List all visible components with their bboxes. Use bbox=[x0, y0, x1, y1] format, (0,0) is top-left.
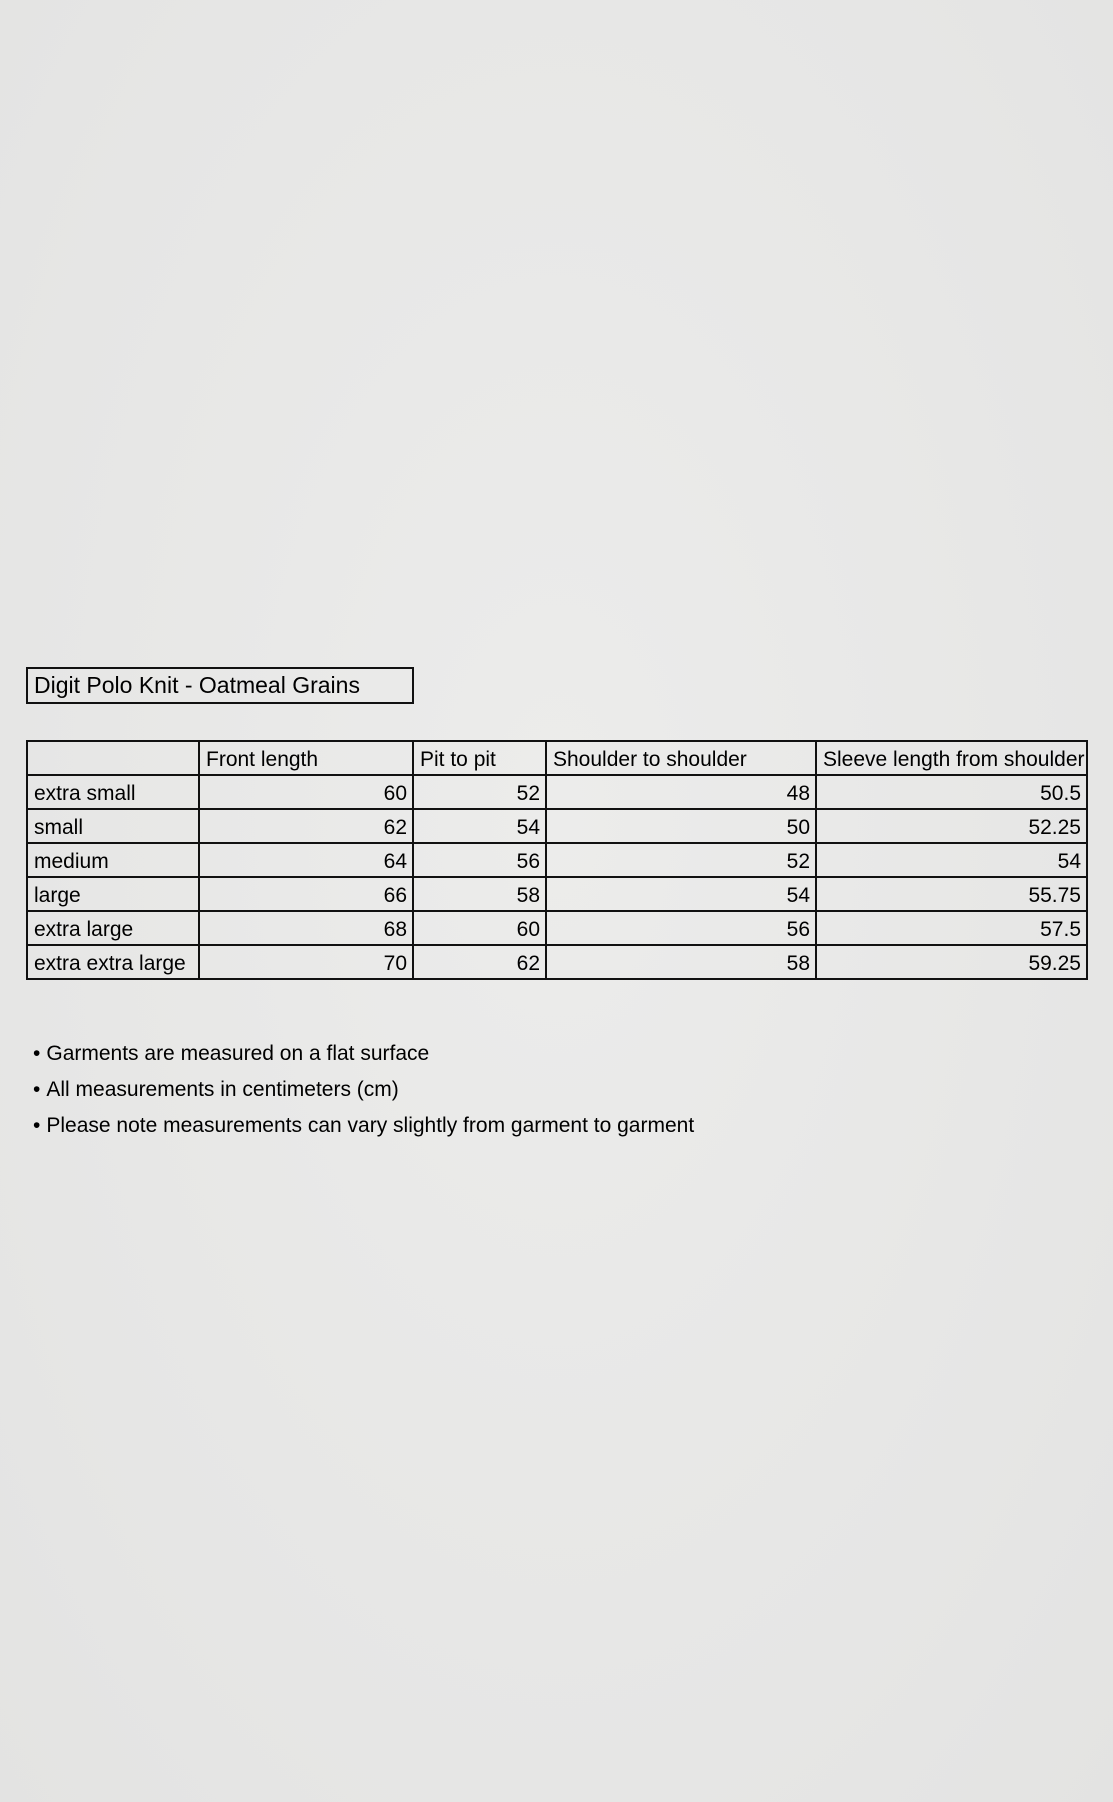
pit-to-pit-cell: 56 bbox=[413, 843, 546, 877]
header-front-length: Front length bbox=[199, 741, 413, 775]
pit-to-pit-cell: 62 bbox=[413, 945, 546, 979]
table-row bbox=[27, 945, 1087, 979]
size-cell: small bbox=[27, 809, 199, 843]
shoulder-to-shoulder-cell: 54 bbox=[546, 877, 816, 911]
table-row bbox=[27, 843, 1087, 877]
table-row bbox=[27, 911, 1087, 945]
note-text: Please note measurements can vary slightly from garment to garment bbox=[46, 1114, 695, 1137]
header-shoulder-to-shoulder: Shoulder to shoulder bbox=[546, 741, 816, 775]
header-size bbox=[27, 741, 199, 775]
bullet-icon: • bbox=[33, 1078, 41, 1101]
front-length-cell: 70 bbox=[199, 945, 413, 979]
sleeve-length-cell: 59.25 bbox=[816, 945, 1087, 979]
front-length-cell: 64 bbox=[199, 843, 413, 877]
front-length-cell: 60 bbox=[199, 775, 413, 809]
size-cell: extra small bbox=[27, 775, 199, 809]
front-length-cell: 68 bbox=[199, 911, 413, 945]
sleeve-length-cell: 50.5 bbox=[816, 775, 1087, 809]
pit-to-pit-cell: 60 bbox=[413, 911, 546, 945]
size-cell: large bbox=[27, 877, 199, 911]
sleeve-length-cell: 57.5 bbox=[816, 911, 1087, 945]
note-item bbox=[33, 1072, 694, 1108]
measurement-notes bbox=[33, 1036, 694, 1144]
bullet-icon: • bbox=[33, 1042, 41, 1065]
header-sleeve-length: Sleeve length from shoulder bbox=[816, 741, 1087, 775]
pit-to-pit-cell: 54 bbox=[413, 809, 546, 843]
page-title: Digit Polo Knit - Oatmeal Grains bbox=[26, 667, 414, 704]
size-chart-table bbox=[26, 740, 1088, 980]
note-item bbox=[33, 1036, 694, 1072]
front-length-cell: 62 bbox=[199, 809, 413, 843]
size-cell: extra extra large bbox=[27, 945, 199, 979]
size-cell: extra large bbox=[27, 911, 199, 945]
size-cell: medium bbox=[27, 843, 199, 877]
note-item bbox=[33, 1108, 694, 1144]
note-text: Garments are measured on a flat surface bbox=[46, 1042, 430, 1065]
sleeve-length-cell: 55.75 bbox=[816, 877, 1087, 911]
sleeve-length-cell: 54 bbox=[816, 843, 1087, 877]
shoulder-to-shoulder-cell: 58 bbox=[546, 945, 816, 979]
note-text: All measurements in centimeters (cm) bbox=[46, 1078, 399, 1101]
pit-to-pit-cell: 52 bbox=[413, 775, 546, 809]
shoulder-to-shoulder-cell: 52 bbox=[546, 843, 816, 877]
pit-to-pit-cell: 58 bbox=[413, 877, 546, 911]
table-row bbox=[27, 775, 1087, 809]
shoulder-to-shoulder-cell: 56 bbox=[546, 911, 816, 945]
shoulder-to-shoulder-cell: 50 bbox=[546, 809, 816, 843]
table-row bbox=[27, 809, 1087, 843]
table-header-row bbox=[27, 741, 1087, 775]
shoulder-to-shoulder-cell: 48 bbox=[546, 775, 816, 809]
header-pit-to-pit: Pit to pit bbox=[413, 741, 546, 775]
table-row bbox=[27, 877, 1087, 911]
front-length-cell: 66 bbox=[199, 877, 413, 911]
sleeve-length-cell: 52.25 bbox=[816, 809, 1087, 843]
bullet-icon: • bbox=[33, 1114, 41, 1137]
